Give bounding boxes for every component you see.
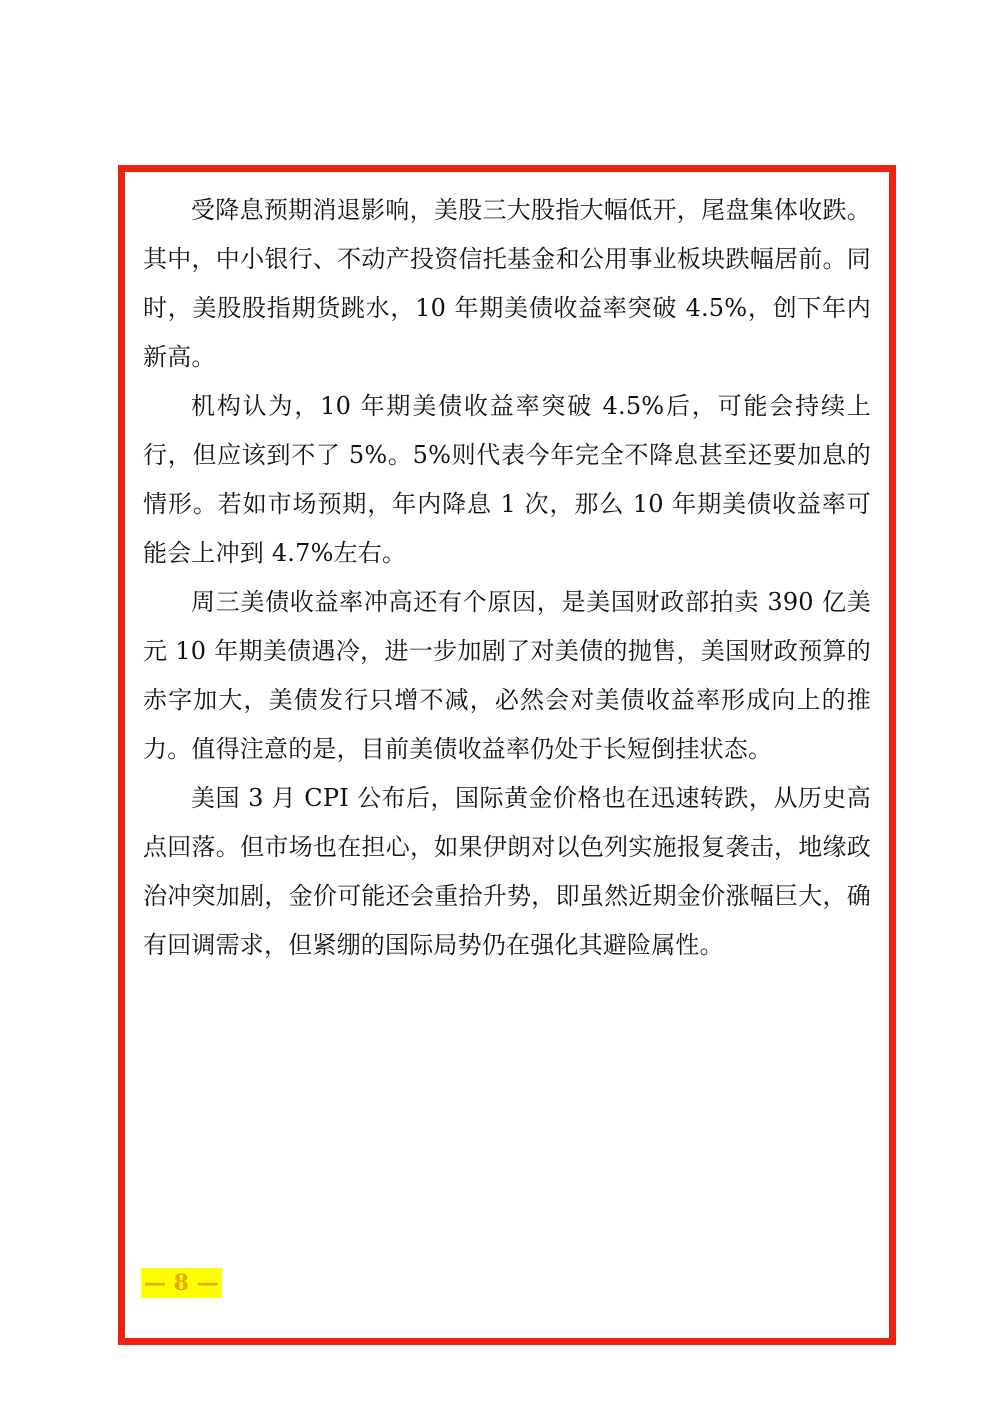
page-frame	[118, 165, 896, 1345]
paragraph-1: 受降息预期消退影响，美股三大股指大幅低开，尾盘集体收跌。其中，中小银行、不动产投资信托基金和公用事业板块跌幅居前。同时，美股股指期货跳水，10 年期美债收益率突破 4.5%，创下年内新高。	[143, 196, 871, 371]
paragraph-3: 周三美债收益率冲高还有个原因，是美国财政部拍卖 390 亿美元 10 年期美债遇冷，进一步加剧了对美债的抛售，美国财政预算的赤字加大，美债发行只增不减，必然会对美债收益率形成向上的推力。值得注意的是，目前美债收益率仍处于长短倒挂状态。	[143, 588, 871, 763]
paragraph-2: 机构认为，10 年期美债收益率突破 4.5%后，可能会持续上行，但应该到不了 5%。5%则代表今年完全不降息甚至还要加息的情形。若如市场预期，年内降息 1 次，那么 10 年期美债收益率可能会上冲到 4.7%左右。	[143, 392, 871, 567]
paragraph-4: 美国 3 月 CPI 公布后，国际黄金价格也在迅速转跌，从历史高点回落。但市场也在担心，如果伊朗对以色列实施报复袭击，地缘政治冲突加剧，金价可能还会重拾升势，即虽然近期金价涨幅巨大，确有回调需求，但紧绷的国际局势仍在强化其避险属性。	[143, 784, 871, 959]
page-number: — 8 —	[141, 1268, 222, 1298]
body-text	[143, 186, 871, 970]
